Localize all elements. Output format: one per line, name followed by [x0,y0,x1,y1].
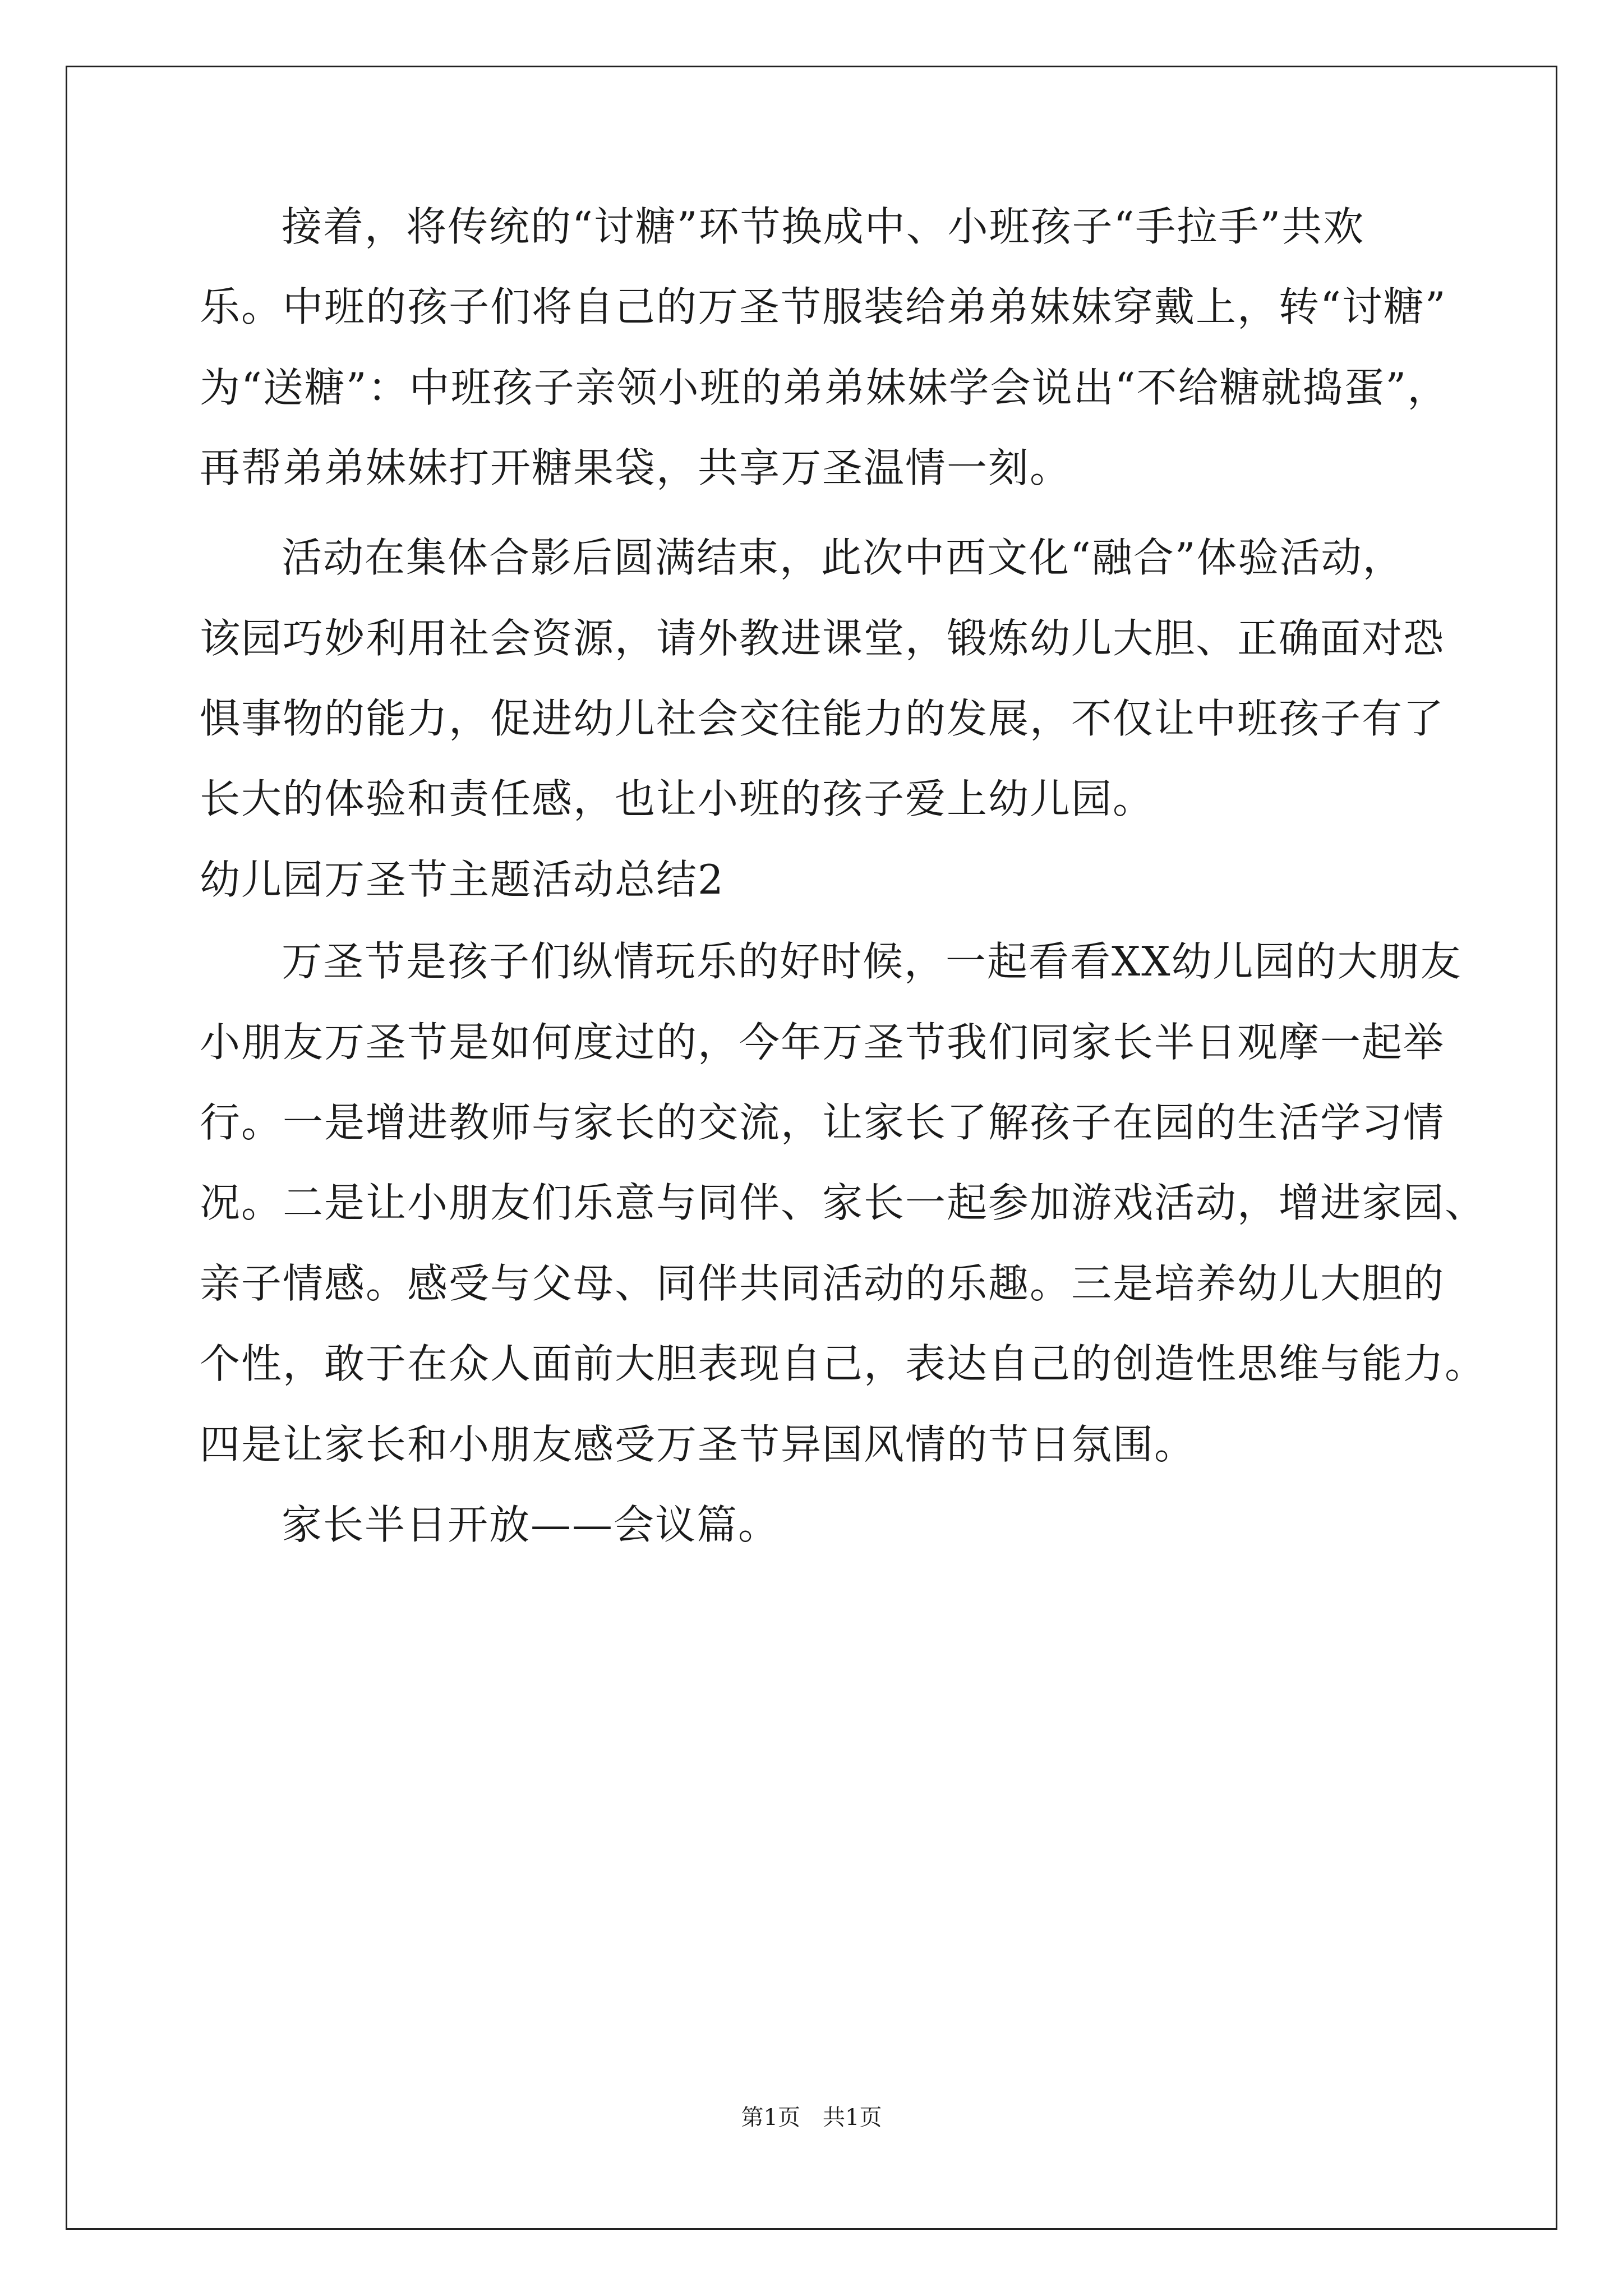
page-footer [0,2106,1623,2129]
paragraph-line: 个性，敢于在众人面前大胆表现自己，表达自己的创造性思维与能力。 [200,1340,1487,1387]
paragraph-line: 接着，将传统的“讨糖”环节换成中、小班孩子“手拉手”共欢 [282,203,1365,250]
paragraph-line: 长大的体验和责任感，也让小班的孩子爱上幼儿园。 [200,775,1155,822]
page-number: 第1页 共1页 [741,2105,882,2131]
paragraph-line: 小朋友万圣节是如何度过的，今年万圣节我们同家长半日观摩一起举 [200,1019,1445,1066]
paragraph-line: 万圣节是孩子们纵情玩乐的好时候，一起看看XX幼儿园的大朋友 [282,938,1462,985]
paragraph-line: 活动在集体合影后圆满结束，此次中西文化“融合”体验活动， [282,534,1404,581]
paragraph-line: 该园巧妙利用社会资源，请外教进课堂，锻炼幼儿大胆、正确面对恐 [200,615,1445,662]
paragraph-line: 惧事物的能力，促进幼儿社会交往能力的发展，不仅让中班孩子有了 [200,695,1445,742]
paragraph-line: 再帮弟弟妹妹打开糖果袋，共享万圣温情一刻。 [200,444,1072,491]
paragraph-line: 家长半日开放——会议篇。 [282,1501,780,1548]
section-heading: 幼儿园万圣节主题活动总结2 [200,856,725,903]
paragraph-line: 亲子情感。感受与父母、同伴共同活动的乐趣。三是培养幼儿大胆的 [200,1260,1445,1307]
paragraph-line: 况。二是让小朋友们乐意与同伴、家长一起参加游戏活动，增进家园、 [200,1179,1487,1226]
paragraph-line: 乐。中班的孩子们将自己的万圣节服装给弟弟妹妹穿戴上，转“讨糖” [200,283,1447,330]
paragraph-line: 为“送糖”：中班孩子亲领小班的弟弟妹妹学会说出“不给糖就捣蛋”， [200,364,1449,411]
paragraph-line: 四是让家长和小朋友感受万圣节异国风情的节日氛围。 [200,1421,1196,1468]
paragraph-line: 行。一是增进教师与家长的交流，让家长了解孩子在园的生活学习情 [200,1099,1445,1146]
